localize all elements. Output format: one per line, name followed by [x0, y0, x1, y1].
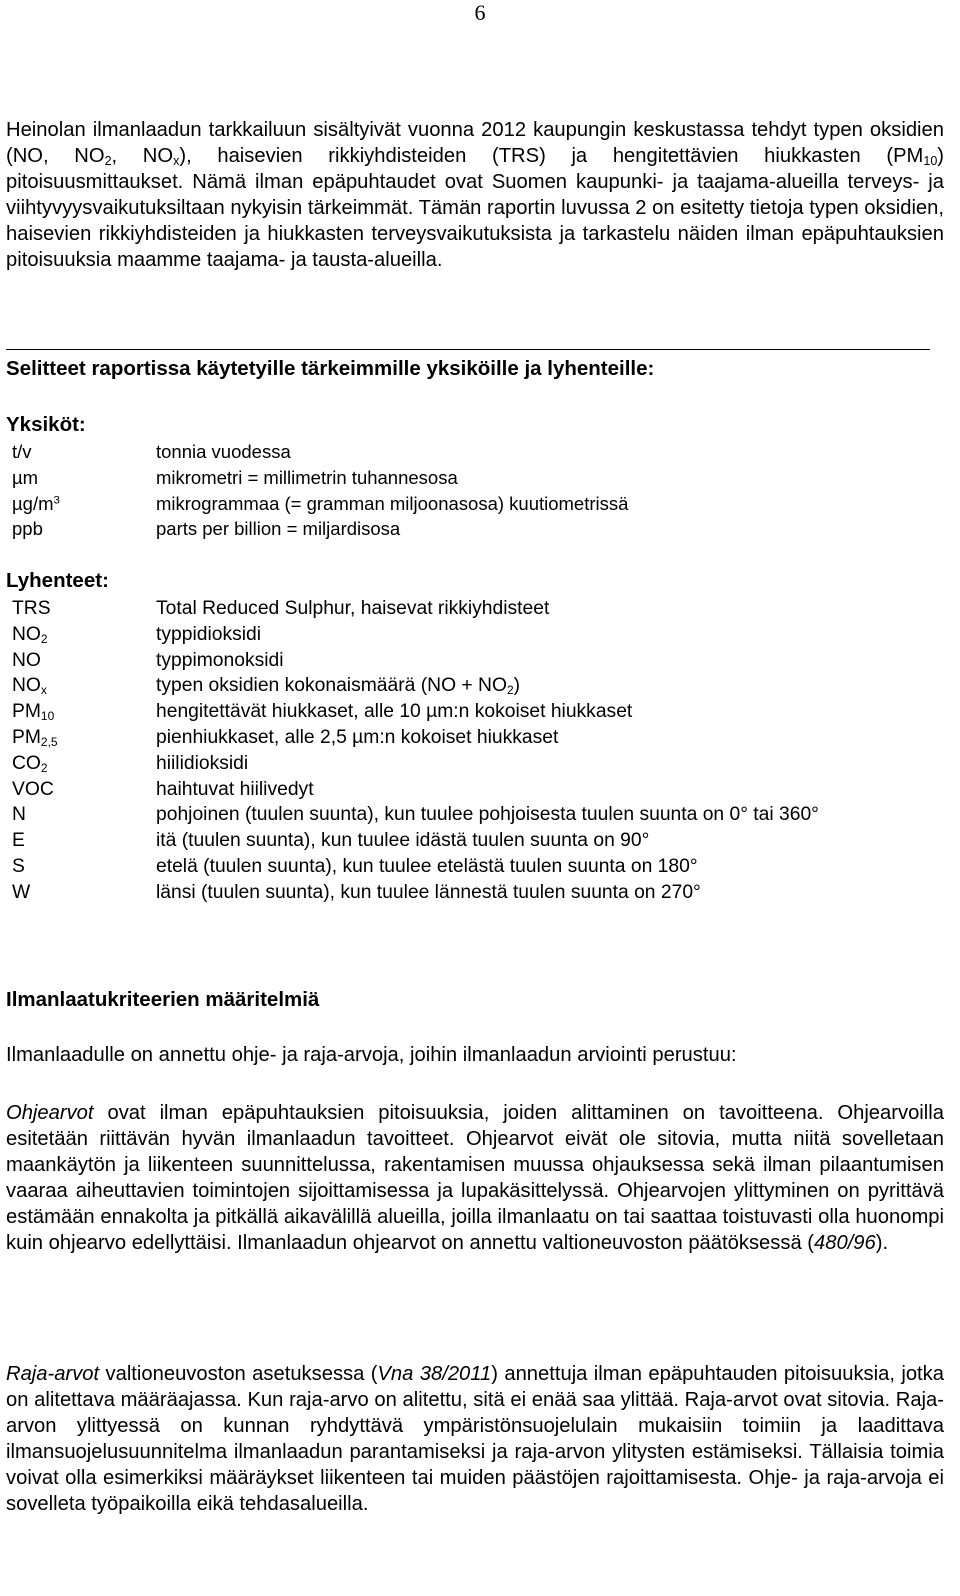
- intro-paragraph: [6, 117, 944, 273]
- ohjearvot-text: ovat ilman epäpuhtauksien pitoisuuksia, joiden alittaminen on tavoitteena. Ohjearvoilla esitetään riittävän hyvän ilmanlaadun tavoitteet. Ohjearvot eivät ole sitovia, mutta niitä sovelletaan maankäytön ja liikenteen suunnittelussa, rakentamisen muussa ohjauksessa sekä ilman pilaantumisen vaaraa aiheuttavien toimintojen sijoittamisessa ja lupakäsittelyssä. Ohjearvojen ylittyminen on pyrittävä estämään ennakolta ja pitkällä aikavälillä alueilla, joilla ilmanlaatu on tai saattaa toistuvasti olla huonompi kuin ohjearvo edellyttäisi. Ilmanlaadun ohjearvot on annettu valtioneuvoston päätöksessä (: [6, 1102, 944, 1254]
- definition-description: haihtuvat hiilivedyt: [156, 778, 314, 800]
- definition-row: [12, 518, 944, 544]
- definition-term: $NO_2$: [12, 623, 48, 646]
- raja-arvot-term: Raja-arvot: [6, 1363, 100, 1385]
- definition-term: N: [12, 804, 26, 826]
- units-heading: Yksiköt:: [6, 413, 86, 436]
- definition-row: [12, 882, 944, 908]
- definition-row: [12, 701, 944, 727]
- intro-text: Heinolan ilmanlaadun tarkkailuun sisältyivät vuonna 2012 kaupungin keskustassa tehdyt typen oksidien (NO, NO: [6, 119, 944, 167]
- raja-arvot-paragraph: [6, 1361, 944, 1517]
- criteria-heading: Ilmanlaatukriteerien määritelmiä: [6, 988, 320, 1011]
- intro-text: ), haisevien rikkiyhdisteiden (TRS) ja hengitettävien hiukkasten (PM: [179, 145, 924, 167]
- definition-description: typpidioksidi: [156, 623, 262, 645]
- definition-term: $PM_{10}$: [12, 701, 55, 724]
- definition-term: $CO_2$: [12, 752, 48, 775]
- ohjearvot-section: [6, 1100, 944, 1256]
- definition-description: typpimonoksidi: [156, 649, 284, 671]
- definition-term: E: [12, 830, 25, 852]
- raja-arvot-text-2: ) annettuja ilman epäpuhtauden pitoisuuksia, jotka on alitettava määräajassa. Kun raja-arvo on alitettu, sitä ei enää saa ylittää. Raja-arvot ovat sitovia. Raja-arvon ylittyessä on kunnan ryhdyttävä ympäristönsuojelulain mukaisiin toimiin ja laadittava ilmansuojelusuunnitelma ilmanlaadun parantamiseksi ja raja-arvon ylitysten estämiseksi. Tällaisia toimia voivat olla esimerkiksi määräykset liikenteen tai muiden päästöjen rajoittamisesta. Ohje- ja raja-arvoja ei sovelleta työpaikoilla eikä tehdasalueilla.: [6, 1363, 944, 1515]
- section-divider: [6, 349, 930, 350]
- definition-row: [12, 467, 944, 493]
- definition-description: pohjoinen (tuulen suunta), kun tuulee pohjoisesta tuulen suunta on 0° tai 360°: [156, 804, 819, 826]
- definition-term: $\mu g/m^3$: [12, 492, 60, 514]
- raja-arvot-section: [6, 1361, 944, 1517]
- definition-term: NO: [12, 649, 41, 671]
- definition-description: hiilidioksidi: [156, 752, 249, 774]
- criteria-intro-section: [6, 1042, 944, 1068]
- definition-description: etelä (tuulen suunta), kun tuulee etelästä tuulen suunta on 180°: [156, 855, 698, 877]
- definition-row: [12, 727, 944, 753]
- definition-term: µm: [12, 466, 39, 488]
- raja-arvot-text: valtioneuvoston asetuksessa (: [99, 1363, 378, 1385]
- units-list: [12, 441, 944, 544]
- intro-text: , NO: [111, 145, 174, 167]
- page-number: 6: [474, 0, 486, 25]
- definition-row: [12, 624, 944, 650]
- definition-description: itä (tuulen suunta), kun tuulee idästä tuulen suunta on 90°: [156, 830, 650, 852]
- definition-row: [12, 493, 944, 519]
- definition-description: Total Reduced Sulphur, haisevat rikkiyhdisteet: [156, 598, 550, 619]
- abbreviations-list: [12, 598, 944, 908]
- definition-description: pienhiukkaset, alle 2,5 µm:n kokoiset hiukkaset: [156, 726, 559, 748]
- raja-arvot-reference: Vna 38/2011: [377, 1363, 492, 1385]
- subscript: x: [173, 154, 180, 169]
- definition-description: hengitettävät hiukkaset, alle 10 µm:n kokoiset hiukkaset: [156, 701, 633, 723]
- definition-description: parts per billion = miljardisosa: [156, 518, 401, 540]
- intro-text: ) pitoisuusmittaukset. Nämä ilman epäpuhtaudet ovat Suomen kaupunki- ja taajama-alueilla terveys- ja viihtyvyysvaikutuksiltaan nykyisin tärkeimmät. Tämän raportin luvussa 2 on esitetty tietoja typen oksidien, haisevien rikkiyhdisteiden ja hiukkasten terveysvaikutuksista ja tarkastelu näiden ilman epäpuhtauksien pitoisuuksia maamme taajama- ja tausta-alueilla.: [6, 145, 945, 271]
- definition-term: W: [12, 881, 31, 903]
- subscript: 10: [923, 154, 938, 169]
- definition-term: $PM_{2,5}$: [12, 726, 58, 749]
- definition-row: [12, 804, 944, 830]
- ohjearvot-term: Ohjearvot: [6, 1102, 94, 1124]
- definition-description: typen oksidien kokonaismäärä $(NO + NO_2)$: [156, 675, 521, 698]
- definition-term: $NO_x$: [12, 675, 47, 698]
- legend-heading: Selitteet raportissa käytetyille tärkeimmille yksiköille ja lyhenteille:: [6, 357, 655, 380]
- definition-term: VOC: [12, 778, 54, 800]
- criteria-intro: Ilmanlaadulle on annettu ohje- ja raja-arvoja, joihin ilmanlaadun arviointi perustuu:: [6, 1044, 737, 1066]
- ohjearvot-paragraph: [6, 1100, 944, 1256]
- definition-term: ppb: [12, 518, 43, 540]
- definition-row: [12, 856, 944, 882]
- definition-row: [12, 650, 944, 676]
- definition-row: [12, 441, 944, 467]
- definition-description: mikrometri = millimetrin tuhannesosa: [156, 466, 458, 488]
- definition-row: [12, 753, 944, 779]
- definition-term: S: [12, 855, 25, 877]
- abbreviations-heading: Lyhenteet:: [6, 569, 109, 592]
- definition-description: tonnia vuodessa: [156, 441, 291, 462]
- definition-term: TRS: [12, 598, 51, 619]
- definition-row: [12, 830, 944, 856]
- definition-description: länsi (tuulen suunta), kun tuulee lännestä tuulen suunta on 270°: [156, 881, 701, 903]
- subscript: 2: [104, 154, 112, 169]
- definition-row: [12, 598, 944, 624]
- definition-description: mikrogrammaa (= gramman miljoonasosa) kuutiometrissä: [156, 492, 629, 514]
- intro-section: [6, 117, 944, 273]
- ohjearvot-reference: 480/96: [814, 1232, 876, 1254]
- definition-row: [12, 675, 944, 701]
- definition-term: t/v: [12, 441, 32, 462]
- ohjearvot-text-end: ).: [875, 1232, 889, 1254]
- definition-row: [12, 779, 944, 805]
